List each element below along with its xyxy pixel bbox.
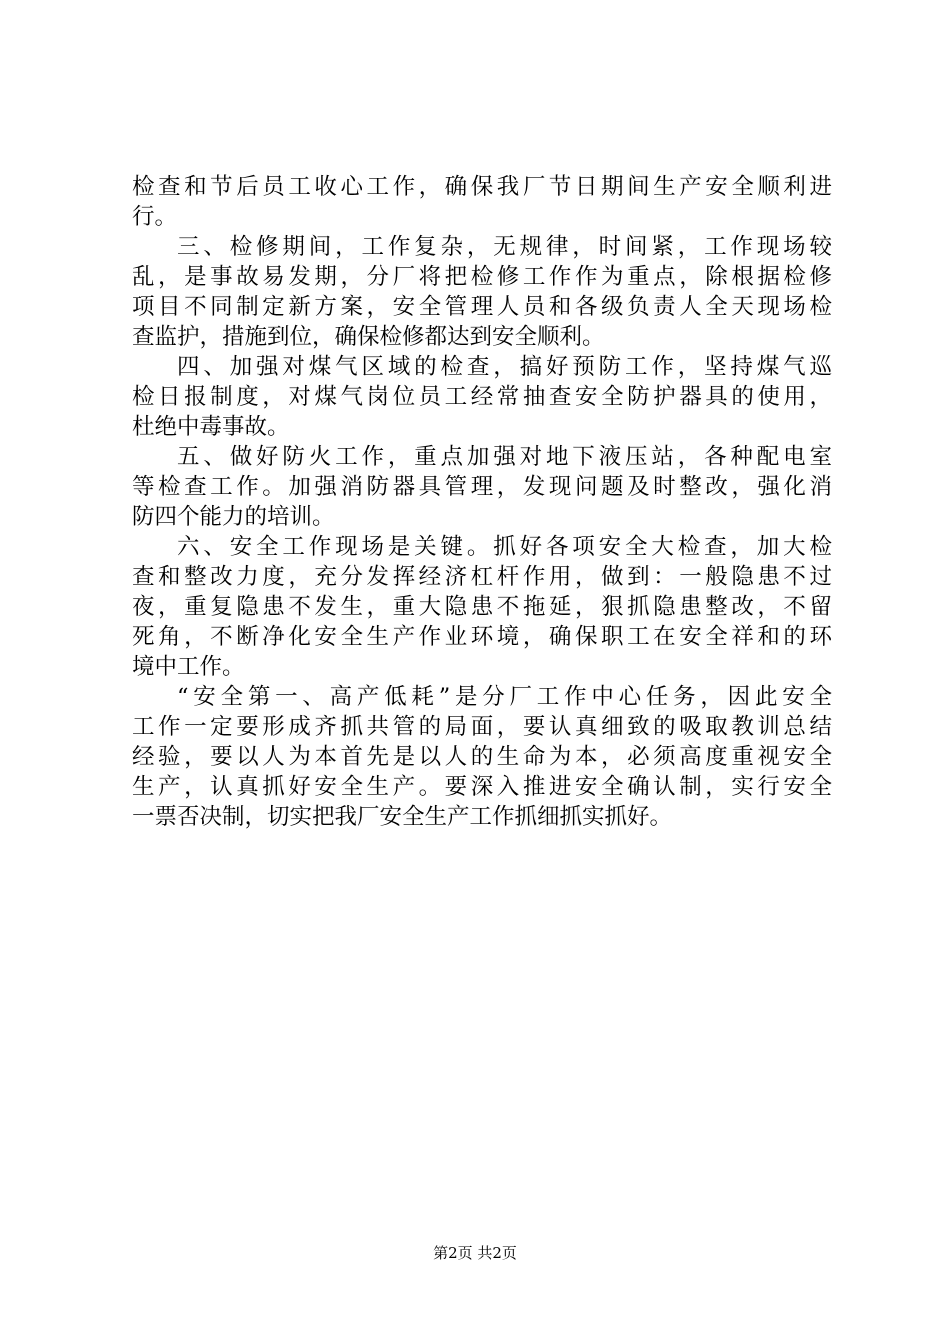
text-line: 乱，是事故易发期，分厂将把检修工作作为重点，除根据检修	[132, 264, 832, 290]
text-line: 五、做好防火工作，重点加强对地下液压站，各种配电室	[177, 444, 832, 470]
text-line: 四、加强对煤气区域的检查，搞好预防工作，坚持煤气巡	[177, 354, 832, 380]
text-line: 六、安全工作现场是关键。抓好各项安全大检查，加大检	[177, 534, 832, 560]
paragraph-1	[132, 172, 832, 232]
text-line: 一票否决制，切实把我厂安全生产工作抓细抓实抓好。	[132, 804, 673, 830]
text-line: 检查和节后员工收心工作，确保我厂节日期间生产安全顺利进	[132, 174, 832, 200]
paragraph-4	[132, 442, 832, 532]
text-line: 等检查工作。加强消防器具管理，发现问题及时整改，强化消	[132, 474, 832, 500]
text-line: “安全第一、高产低耗”是分厂工作中心任务，因此安全	[177, 684, 832, 710]
paragraph-2	[132, 232, 832, 352]
text-line: 夜，重复隐患不发生，重大隐患不拖延，狠抓隐患整改，不留	[132, 594, 832, 620]
text-line: 死角，不断净化安全生产作业环境，确保职工在安全祥和的环	[132, 624, 832, 650]
text-line: 杜绝中毒事故。	[132, 414, 290, 440]
text-line: 境中工作。	[132, 654, 245, 680]
paragraph-6	[132, 682, 832, 832]
paragraph-5	[132, 532, 832, 682]
text-line: 查和整改力度，充分发挥经济杠杆作用，做到：一般隐患不过	[132, 564, 832, 590]
document-body	[132, 172, 832, 832]
text-line: 项目不同制定新方案，安全管理人员和各级负责人全天现场检	[132, 294, 832, 320]
text-line: 检日报制度，对煤气岗位员工经常抽查安全防护器具的使用，	[132, 384, 832, 410]
text-line: 防四个能力的培训。	[132, 504, 335, 530]
page-number: 第2页 共2页	[433, 1244, 517, 1262]
paragraph-3	[132, 352, 832, 442]
text-line: 经验，要以人为本首先是以人的生命为本，必须高度重视安全	[132, 744, 832, 770]
text-line: 行。	[132, 204, 178, 230]
text-line: 生产，认真抓好安全生产。要深入推进安全确认制，实行安全	[132, 774, 832, 800]
text-line: 查监护，措施到位，确保检修都达到安全顺利。	[132, 324, 605, 350]
text-line: 工作一定要形成齐抓共管的局面，要认真细致的吸取教训总结	[132, 714, 832, 740]
text-line: 三、检修期间，工作复杂，无规律，时间紧，工作现场较	[177, 234, 832, 260]
page-footer	[0, 1243, 950, 1263]
